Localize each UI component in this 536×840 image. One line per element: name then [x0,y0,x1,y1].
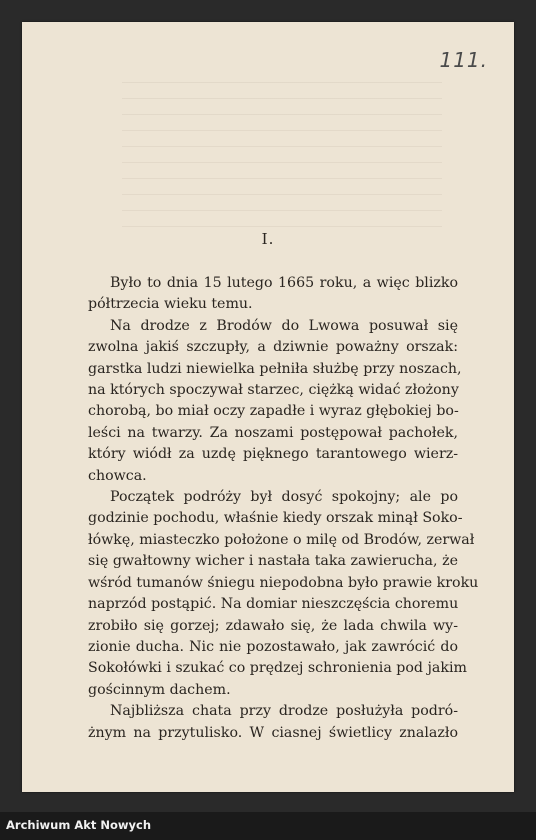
text-line: Na drodze z Brodów do Lwowa posuwał się [110,317,458,334]
text-line: chowca. [88,467,147,484]
text-line: zwolna jakiś szczupły, a dziwnie poważny orszak: [88,339,458,356]
text-line: Było to dnia 15 lutego 1665 roku, a więc blizko [110,275,458,291]
text-line: garstka ludzi niewielka pełniła służbę przy noszach, [88,360,462,377]
text-line: zionie ducha. Nic nie pozostawało, jak zawrócić do [88,638,458,655]
document-page [22,22,514,792]
text-line: gościnnym dachem. [88,681,231,698]
text-line: naprzód postąpić. Na domiar nieszczęścia choremu [88,596,459,613]
folio-number: 111. [439,48,488,72]
text-line: Początek podróży był dosyć spokojny; ale po [110,489,458,506]
text-line: na których spoczywał starzec, ciężką widać złożony [88,382,459,399]
text-line: się gwałtowny wicher i nastała taka zawierucha, że [88,553,458,570]
text-line: półtrzecia wieku temu. [88,296,253,313]
text-line: zrobiło się gorzej; zdawało się, że lada chwila wy- [88,617,458,634]
bleed-through-texture [122,82,442,232]
text-line: żnym na przytulisko. W ciasnej świetlicy znalazło [88,724,458,741]
text-line: który wiódł za uzdę pięknego tarantowego wierz- [88,446,458,463]
text-line: godzinie pochodu, właśnie kiedy orszak minął Soko- [88,510,463,527]
archive-label: Archiwum Akt Nowych [6,818,152,832]
text-line: Najbliższa chata przy drodze posłużyła podró- [110,703,458,720]
chapter-heading: I. [261,230,275,248]
body-text [88,273,479,744]
text-line: wśród tumanów śniegu niepodobna było prawie kroku [88,574,479,591]
text-line: chorobą, bo miał oczy zapadłe i wyraz głębokiej bo- [88,403,459,420]
text-line: leści na twarzy. Za noszami postępował pachołek, [88,424,458,441]
text-line: Sokołówki i szukać co prędzej schronienia pod jakim [88,660,467,677]
text-line: łówkę, miasteczko położone o milę od Brodów, zerwał [88,531,475,548]
archive-footer [0,812,536,840]
